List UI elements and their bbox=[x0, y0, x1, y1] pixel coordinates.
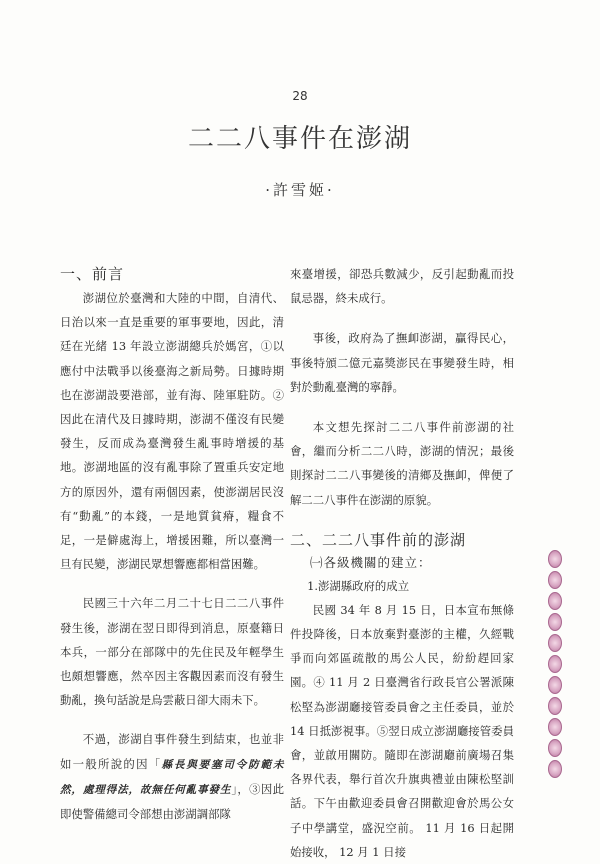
article-title: 二二八事件在澎湖 bbox=[187, 124, 412, 154]
decorative-seal-strip bbox=[548, 550, 564, 781]
right-column bbox=[290, 262, 514, 864]
paragraph-text: 不過，澎湖自事件發生到結束，也並非如一般所說的因「 bbox=[60, 732, 284, 771]
section-heading-pre-event: 二、二二八事件前的澎湖 bbox=[290, 530, 467, 549]
seal-stamp-icon bbox=[548, 571, 562, 589]
seal-stamp-icon bbox=[548, 760, 562, 778]
seal-stamp-icon bbox=[548, 697, 562, 715]
paragraph: 事後，政府為了撫卹澎湖，贏得民心，事後特頒二億元嘉獎澎民在事變發生時，相對於動亂臺灣的寧靜。 bbox=[290, 331, 514, 394]
author-name: ·許雪姬· bbox=[265, 181, 335, 199]
seal-stamp-icon bbox=[548, 739, 562, 757]
seal-stamp-icon bbox=[548, 634, 562, 652]
seal-stamp-icon bbox=[548, 655, 562, 673]
seal-stamp-icon bbox=[548, 718, 562, 736]
paragraph: 來臺增援，卻恐兵數減少，反引起動亂而投鼠忌器，終未成行。 bbox=[290, 267, 514, 306]
paragraph-text: 」，③因此即使警備總司令部想由澎湖調部隊 bbox=[60, 781, 284, 822]
page-number: 28 bbox=[292, 89, 308, 103]
seal-stamp-icon bbox=[548, 613, 562, 631]
subsection-heading: ㈠各級機關的建立： bbox=[310, 554, 432, 570]
paragraph: 民國三十六年二月二十七日二二八事件發生後，澎湖在翌日即得到消息，原臺籍日本兵，一部分在部隊中的先住民及年輕學生也頗想響應，然卒因主客觀因素而沒有發生動亂，換句話說是烏雲蔽日卻大雨未下。 bbox=[60, 596, 284, 708]
paragraph: 民國 34 年 8 月 15 日，日本宣布無條件投降後，日本放棄對臺澎的主權，久經戰爭而向郊區疏散的馬公人民，紛紛趕回家園。④ 11 月 2 日臺灣省行政長官公署派陳松堅為澎湖廳接管委員會之主任委員，並於 14 日抵澎視事。⑤翌日成立澎湖廳接管委員會，並啟用關防。隨即在澎湖廳前廣場召集各界代表，舉行首次升旗典禮並由陳松堅訓話。下午由歡迎委員會召開歡迎會於馬公女子中學講堂，盛況空前。 11 月 16 日起開始接收， 12 月 1 日接 bbox=[290, 602, 514, 859]
paragraph bbox=[60, 727, 284, 826]
paragraph: 澎湖位於臺灣和大陸的中間，自清代、日治以來一直是重要的軍事要地，因此，清廷在光緒 13 年設立澎湖總兵於媽宮，①以應付中法戰爭以後臺海之新局勢。日據時期也在澎湖設要港部，並有海、陸軍駐防。②因此在清代及日據時期，澎湖不僅沒有民變發生，反而成為臺灣發生亂事時增援的基地。澎湖地區的沒有亂事除了置重兵安定地方的原因外，還有兩個因素，使澎湖居民沒有“動亂”的本錢，一是地質貧瘠，糧食不足，一是僻處海上，增援困難，所以臺灣一旦有民變，澎湖民眾想響應都相當困難。 bbox=[60, 291, 284, 572]
seal-stamp-icon bbox=[548, 676, 562, 694]
subsubsection-heading: 1.澎湖縣政府的成立 bbox=[307, 578, 410, 593]
paragraph: 本文想先探討二二八事件前澎湖的社會，繼而分析二二八時，澎湖的情況；最後則探討二二八事變後的清鄉及撫卹，俾便了解二二八事件在澎湖的原貌。 bbox=[290, 420, 514, 507]
seal-stamp-icon bbox=[548, 592, 562, 610]
left-column bbox=[60, 262, 284, 826]
seal-stamp-icon bbox=[548, 550, 562, 568]
section-heading-intro: 一、前言 bbox=[60, 265, 125, 283]
quoted-text: 縣長與要塞司令防範未然，處理得法，故無任何亂事發生 bbox=[60, 758, 284, 796]
